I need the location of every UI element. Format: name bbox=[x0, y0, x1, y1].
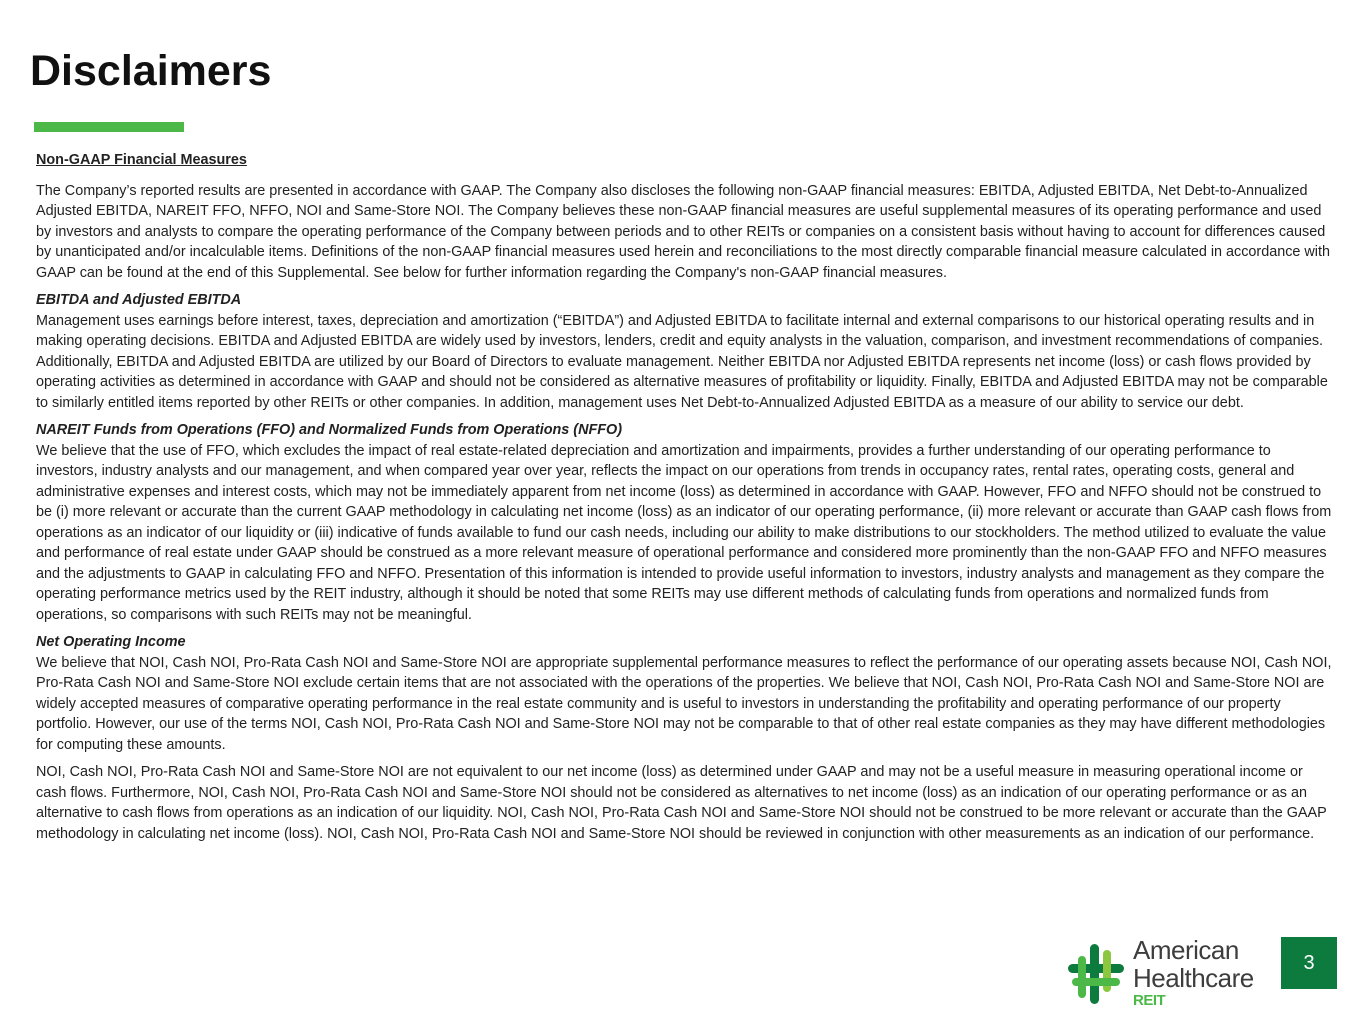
paragraph-noi: We believe that NOI, Cash NOI, Pro-Rata Cash NOI and Same-Store NOI are appropriate supplemental performance measures to reflect the performance of our operating assets because NOI, Cash NOI, Pro-Rata Cash NOI and Same-Store NOI exclude certain items that are not associated with the operations of the properties. We believe that NOI, Cash NOI, Pro-Rata Cash NOI and Same-Store NOI are widely accepted measures of comparative operating performance in the real estate community and is useful to investors in understanding the profitability and operating performance of our property portfolio. However, our use of the terms NOI, Cash NOI, Pro-Rata Cash NOI and Same-Store NOI may not be comparable to that of other real estate companies as they may have different methodologies for computing these amounts. bbox=[36, 654, 1332, 753]
company-logo bbox=[1066, 936, 1262, 1012]
logo-wordmark bbox=[1133, 936, 1254, 1010]
subheading-ebitda: EBITDA and Adjusted EBITDA bbox=[36, 292, 242, 308]
logo-line-healthcare: Healthcare bbox=[1133, 963, 1254, 993]
section-heading-non-gaap: Non-GAAP Financial Measures bbox=[36, 152, 247, 168]
paragraph-ebitda: Management uses earnings before interest, taxes, depreciation and amortization (“EBITDA”) and Adjusted EBITDA to facilitate internal and external comparisons to our historical operating results and in making operating decisions. EBITDA and Adjusted EBITDA are widely used by investors, lenders, credit and equity analysts in the valuation, comparison, and investment recommendations of companies. Additionally, EBITDA and Adjusted EBITDA are utilized by our Board of Directors to evaluate management. Neither EBITDA nor Adjusted EBITDA represents net income (loss) or cash flows provided by operating activities as determined in accordance with GAAP and should not be considered as alternative measures of profitability or liquidity. Finally, EBITDA and Adjusted EBITDA may not be comparable to similarly entitled items reported by other REITs or other companies. In addition, management uses Net Debt-to-Annualized Adjusted EBITDA as a measure of our ability to service our debt. bbox=[36, 312, 1328, 411]
section-ebitda bbox=[36, 290, 1332, 413]
page-number-badge: 3 bbox=[1281, 937, 1337, 989]
subheading-noi: Net Operating Income bbox=[36, 634, 186, 650]
paragraph-ffo: We believe that the use of FFO, which excludes the impact of real estate-related depreciation and amortization and impairments, provides a further understanding of our operating performance to investors, industry analysts and our management, and when compared year over year, reflects the impact on our operations from trends in occupancy rates, rental rates, operating costs, general and administrative expenses and interest costs, which may not be immediately apparent from net income (loss) as determined in accordance with GAAP. However, FFO and NFFO should not be construed to be (i) more relevant or accurate than the current GAAP methodology in calculating net income (loss) as an indicator of our operating performance, (ii) more relevant or accurate than GAAP cash flows from operations as an indicator of our liquidity or (iii) indicative of funds available to fund our cash needs, including our ability to make distributions to our stockholders. The method utilized to evaluate the value and performance of real estate under GAAP should be construed as a more relevant measure of operational performance and considered more prominently than the non-GAAP FFO and NFFO measures and the adjustments to GAAP in calculating FFO and NFFO. Presentation of this information is intended to provide useful information to investors, industry analysts and management as they compare the operating performance metrics used by the REIT industry, although it should be noted that some REITs may use different methods of calculating funds from operations and normalized funds from operations, so comparisons with such REITs may not be meaningful. bbox=[36, 442, 1332, 623]
disclaimer-content bbox=[36, 150, 1332, 851]
paragraph-intro: The Company’s reported results are presented in accordance with GAAP. The Company also discloses the following non-GAAP financial measures: EBITDA, Adjusted EBITDA, Net Debt-to-Annualized Adjusted EBITDA, NAREIT FFO, NFFO, NOI and Same-Store NOI. The Company believes these non-GAAP financial measures are useful supplemental measures of its operating performance and used by investors and analysts to compare the operating performance of the Company between periods and to other REITs or companies on a consistent basis without having to account for differences caused by unanticipated and/or incalculable items. Definitions of the non-GAAP financial measures used herein and reconciliations to the most directly comparable financial measure calculated in accordance with GAAP can be found at the end of this Supplemental. See below for further information regarding the Company's non-GAAP financial measures. bbox=[36, 182, 1331, 281]
section-ffo bbox=[36, 420, 1332, 625]
section-noi bbox=[36, 632, 1332, 755]
subheading-ffo: NAREIT Funds from Operations (FFO) and Normalized Funds from Operations (NFFO) bbox=[36, 422, 623, 438]
logo-line-reit: REIT bbox=[1133, 992, 1166, 1009]
page-title: Disclaimers bbox=[30, 47, 272, 95]
title-accent-bar bbox=[34, 122, 184, 132]
logo-line-american: American bbox=[1133, 935, 1239, 965]
paragraph-noi-2: NOI, Cash NOI, Pro-Rata Cash NOI and Same-Store NOI are not equivalent to our net income (loss) as determined under GAAP and may not be a useful measure in measuring operational income or cash flows. Furthermore, NOI, Cash NOI, Pro-Rata Cash NOI and Same-Store NOI should not be considered as alternatives to net income (loss) as an indication of our operating performance or as an alternative to cash flows from operations as an indication of our liquidity. NOI, Cash NOI, Pro-Rata Cash NOI and Same-Store NOI should not be construed to be more relevant or accurate than the GAAP methodology in calculating net income (loss). NOI, Cash NOI, Pro-Rata Cash NOI and Same-Store NOI should be reviewed in conjunction with other measurements as an indication of our performance. bbox=[36, 764, 1327, 842]
green-plus-cross-icon bbox=[1066, 942, 1126, 1006]
